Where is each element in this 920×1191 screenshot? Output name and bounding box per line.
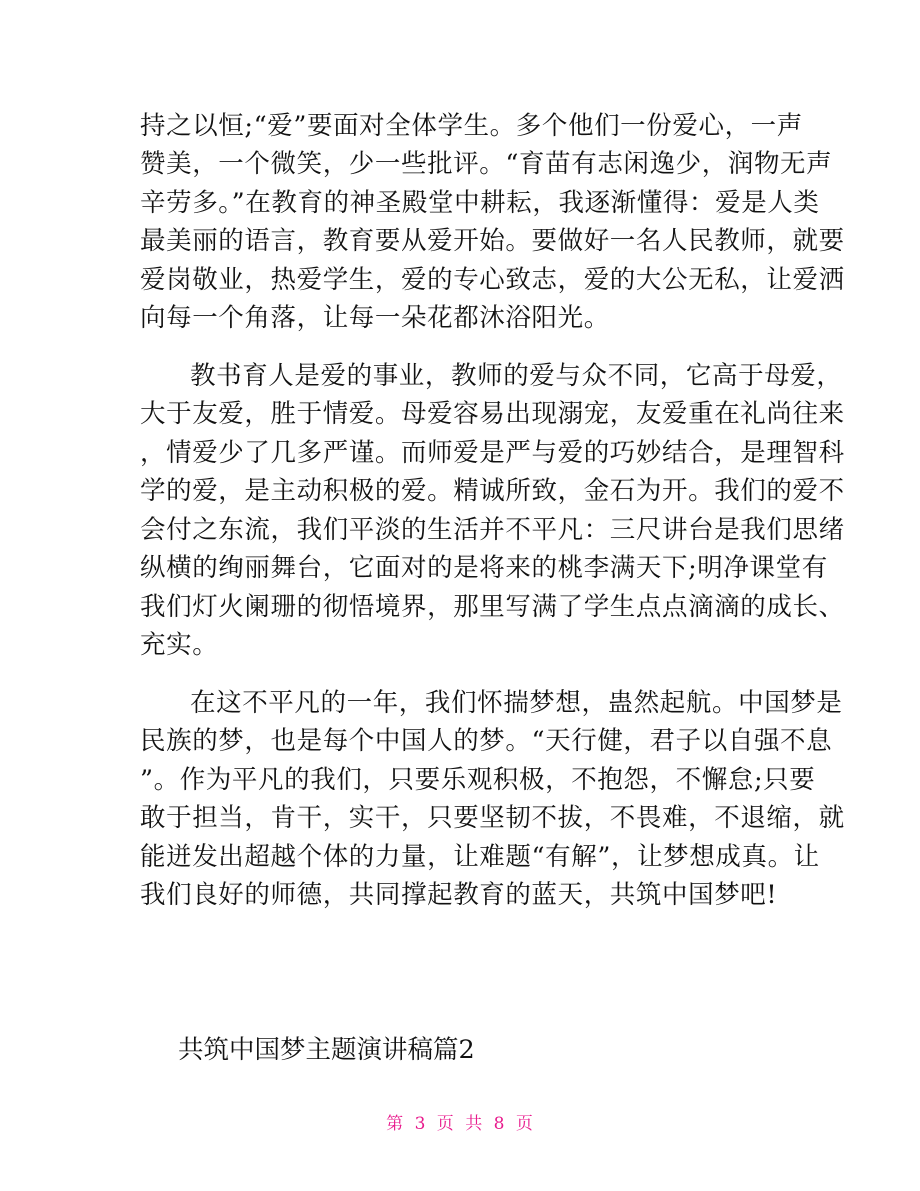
paragraph-3-line-3: ”。作为平凡的我们，只要乐观积极，不抱怨，不懈怠;只要 [140,765,816,795]
paragraph-3-line-1: 在这不平凡的一年，我们怀揣梦想，蛊然起航。中国梦是 [190,688,843,718]
paragraph-2-line-8: 充实。 [140,630,219,660]
paragraph-1-line-5: 爱岗敬业，热爱学生，爱的专心致志，爱的大公无私，让爱洒 [140,265,845,295]
paragraph-1-line-2: 赞美，一个微笑，少一些批评。“育苗有志闲逸少，润物无声 [140,149,833,179]
paragraph-2-line-6: 纵横的绚丽舞台，它面对的是将来的桃李满天下;明净课堂有 [140,553,828,583]
paragraph-3-line-5: 能迸发出超越个体的力量，让难题“有解”，让梦想成真。让 [140,842,820,872]
footer-total-pages: 8 [493,1114,506,1134]
paragraph-1-line-4: 最美丽的语言，教育要从爱开始。要做好一名人民教师，就要 [140,226,845,256]
paragraph-2-line-1: 教书育人是爱的事业，教师的爱与众不同，它高于母爱， [190,361,843,391]
page-footer [0,1112,920,1136]
paragraph-2-line-2: 大于友爱，胜于情爱。母爱容易出现溺宠，友爱重在礼尚往来 [140,399,845,429]
paragraph-2-line-4: 学的爱，是主动积极的爱。精诚所致，金石为开。我们的爱不 [140,476,845,506]
paragraph-1-line-1: 持之以恒;“爱”要面对全体学生。多个他们一份爱心，一声 [140,111,803,141]
paragraph-2-line-5: 会付之东流，我们平淡的生活并不平凡：三尺讲台是我们思绪 [140,515,845,545]
footer-current-page: 3 [414,1114,427,1134]
footer-page-word: 页 [436,1114,455,1134]
paragraph-3-line-6: 我们良好的师德，共同撑起教育的蓝天，共筑中国梦吧! [140,880,778,910]
section-heading: 共筑中国梦主题演讲稿篇2 [178,1035,475,1065]
paragraph-3-line-2: 民族的梦，也是每个中国人的梦。“天行健，君子以自强不息 [140,726,833,756]
paragraph-2-line-3: ，情爱少了几多严谨。而师爱是严与爱的巧妙结合，是理智科 [140,438,845,468]
paragraph-3-line-4: 敢于担当，肯干，实干，只要坚韧不拔，不畏难，不退缩，就 [140,803,845,833]
footer-prefix: 第 [386,1114,405,1134]
footer-suffix: 页 [515,1114,534,1134]
paragraph-2-line-7: 我们灯火阑珊的彻悟境界，那里写满了学生点点滴滴的成长、 [140,592,845,622]
footer-total-word: 共 [465,1114,484,1134]
paragraph-1-line-3: 辛劳多。”在教育的神圣殿堂中耕耘，我逐渐懂得：爱是人类 [140,188,820,218]
paragraph-1-line-6: 向每一个角落，让每一朵花都沐浴阳光。 [140,303,610,333]
